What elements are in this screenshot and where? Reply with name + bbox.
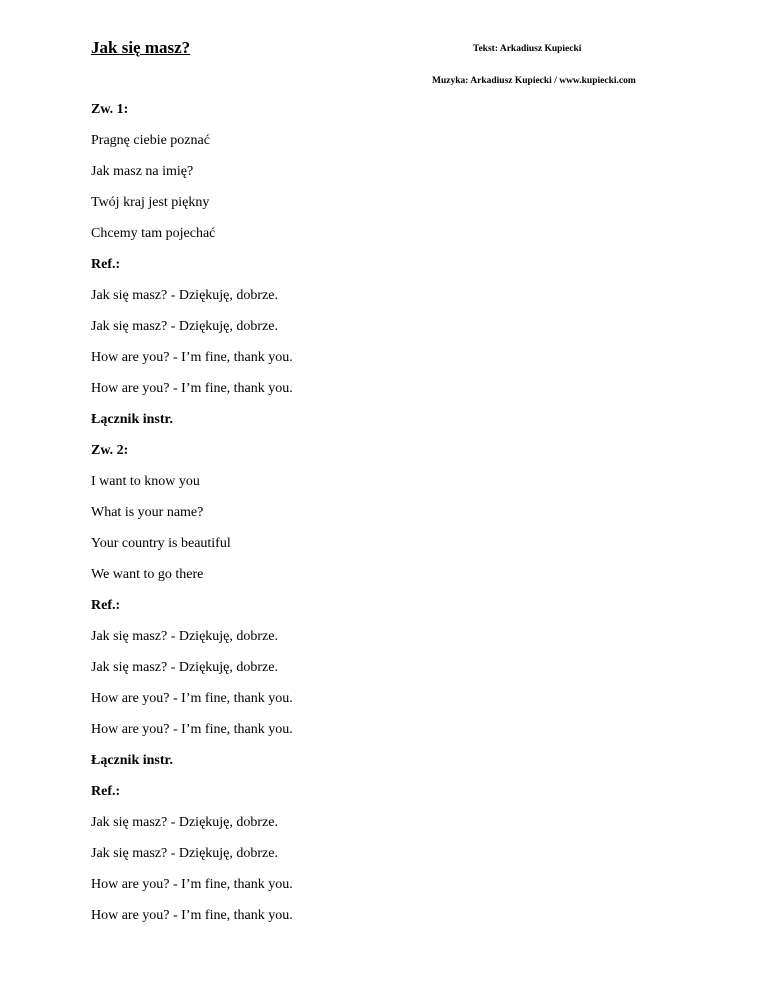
lyric-line: I want to know you <box>91 474 200 489</box>
lyric-line: Your country is beautiful <box>91 536 231 551</box>
lyric-line: Twój kraj jest piękny <box>91 195 210 210</box>
lyric-line: How are you? - I’m fine, thank you. <box>91 381 293 396</box>
lyric-line: How are you? - I’m fine, thank you. <box>91 691 293 706</box>
lyric-line: Jak się masz? - Dziękuję, dobrze. <box>91 288 278 303</box>
section-label: Ref.: <box>91 598 121 613</box>
lyric-line: Jak się masz? - Dziękuję, dobrze. <box>91 846 278 861</box>
song-title: Jak się masz? <box>91 38 191 57</box>
lyric-line: How are you? - I’m fine, thank you. <box>91 722 293 737</box>
lyrics-credit: Tekst: Arkadiusz Kupiecki <box>473 44 582 54</box>
lyrics-list <box>91 101 293 938</box>
section-label: Zw. 2: <box>91 443 129 458</box>
lyric-line: What is your name? <box>91 505 204 520</box>
lyric-line: Jak się masz? - Dziękuję, dobrze. <box>91 660 278 675</box>
section-label: Łącznik instr. <box>91 412 173 427</box>
lyric-line: We want to go there <box>91 567 204 582</box>
section-label: Ref.: <box>91 784 121 799</box>
lyric-line: Jak masz na imię? <box>91 164 194 179</box>
lyric-line: How are you? - I’m fine, thank you. <box>91 877 293 892</box>
section-label: Zw. 1: <box>91 102 129 117</box>
lyric-line: Chcemy tam pojechać <box>91 226 216 241</box>
lyric-line: Pragnę ciebie poznać <box>91 133 210 148</box>
lyric-line: Jak się masz? - Dziękuję, dobrze. <box>91 319 278 334</box>
section-label: Ref.: <box>91 257 121 272</box>
lyric-line: Jak się masz? - Dziękuję, dobrze. <box>91 815 278 830</box>
lyric-line: Jak się masz? - Dziękuję, dobrze. <box>91 629 278 644</box>
lyric-line: How are you? - I’m fine, thank you. <box>91 350 293 365</box>
music-credit: Muzyka: Arkadiusz Kupiecki / www.kupiecki.com <box>432 76 636 86</box>
lyric-line: How are you? - I’m fine, thank you. <box>91 908 293 923</box>
section-label: Łącznik instr. <box>91 753 173 768</box>
